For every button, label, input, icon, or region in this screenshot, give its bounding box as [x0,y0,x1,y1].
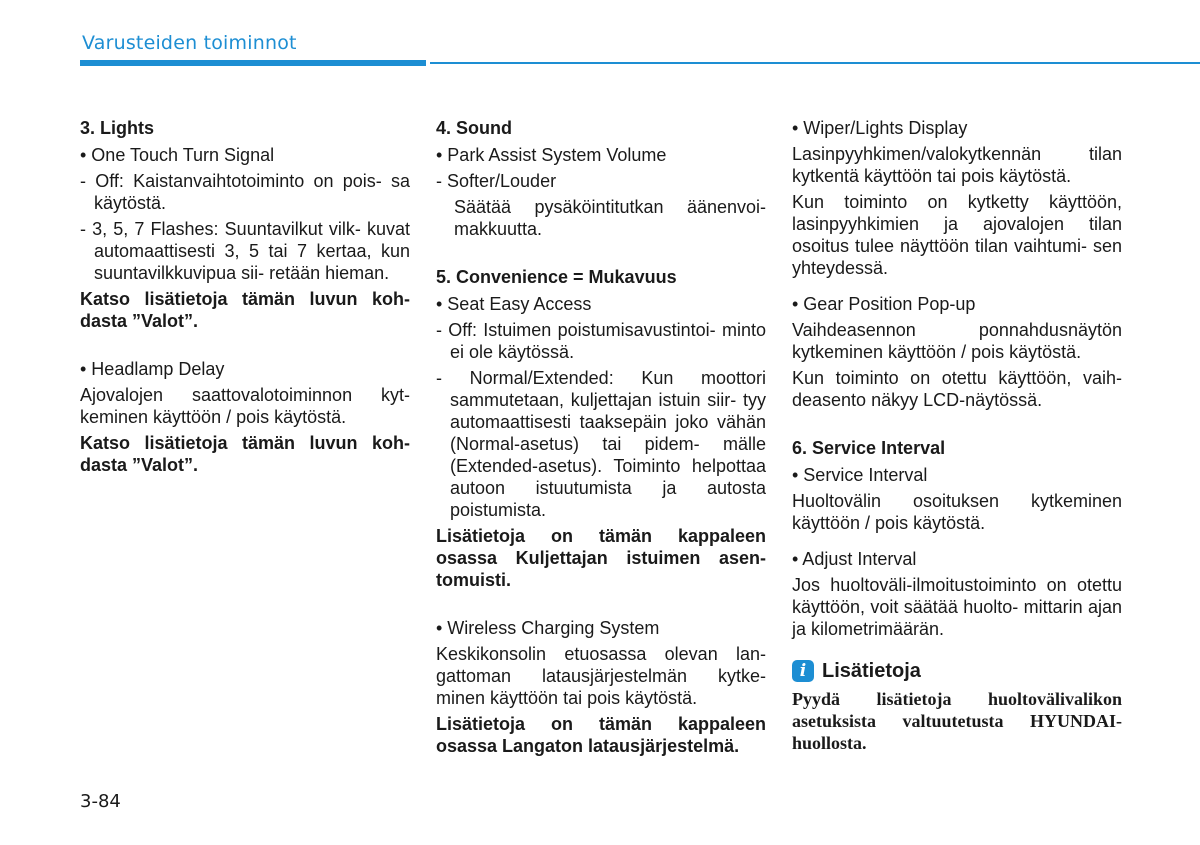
section-heading-service-interval: 6. Service Interval [792,438,946,458]
bullet-headlamp-delay: • Headlamp Delay [80,359,225,379]
paragraph: Jos huoltoväli-ilmoitustoiminto on otettu käyttöön, voit säätää huolto- mittarin ajan ja kilometrimäärän. [792,575,1122,639]
dash-item-softer-louder: - Softer/Louder [436,171,557,191]
column-3 [792,117,1122,754]
bullet-seat-easy-access: • Seat Easy Access [436,294,592,314]
info-box-title [792,660,1122,682]
reference-note: Lisätietoja on tämän kappaleen osassa Langaton latausjärjestelmä. [436,714,766,756]
bullet-park-assist-volume: • Park Assist System Volume [436,145,667,165]
reference-note: Lisätietoja on tämän kappaleen osassa Kuljettajan istuimen asen- tomuisti. [436,526,766,590]
dash-item-flashes: - 3, 5, 7 Flashes: Suuntavilkut vilk- kuvat automaattisesti 3, 5 tai 7 kertaa, kun suuntavilkkuvipua sii- retään hieman. [80,219,410,283]
header-title: Varusteiden toiminnot [82,32,297,54]
bullet-adjust-interval: • Adjust Interval [792,549,917,569]
bullet-wireless-charging: • Wireless Charging System [436,618,660,638]
reference-note: Katso lisätietoja tämän luvun koh- dasta ”Valot”. [80,433,410,475]
dash-item-off: - Off: Kaistanvaihtotoiminto on pois- sa käytöstä. [80,171,410,213]
info-box-text: Pyydä lisätietoja huoltovälivalikon asetuksista valtuutetusta HYUNDAI- huollosta. [792,689,1122,753]
dash-item-off: - Off: Istuimen poistumisavustintoi- minto ei ole käytössä. [436,320,766,362]
paragraph: Keskikonsolin etuosassa olevan lan- gattoman latausjärjestelmän kytke- minen käyttöön tai pois käytöstä. [436,644,766,708]
bullet-one-touch-turn-signal: • One Touch Turn Signal [80,145,275,165]
reference-note: Katso lisätietoja tämän luvun koh- dasta ”Valot”. [80,289,410,331]
info-icon: i [792,660,814,682]
bullet-wiper-lights-display: • Wiper/Lights Display [792,118,968,138]
column-2 [436,117,766,761]
dash-item-normal-extended: - Normal/Extended: Kun moottori sammutetaan, kuljettajan istuin siir- tyy automaattisesti taaksepäin joko vähän (Normal-asetus) tai pidem- mälle (Extended-asetus). Toiminto helpottaa autoon istuutumista ja autosta poistumista. [436,368,766,520]
paragraph: Säätää pysäköintitutkan äänenvoi- makkuutta. [454,197,766,239]
paragraph: Kun toiminto on kytketty käyttöön, lasinpyyhkimien ja ajovalojen tilan osoitus tulee näyttöön tilan vaihtumi- sen yhteydessä. [792,192,1122,278]
header-bar-thick [80,60,426,66]
bullet-service-interval: • Service Interval [792,465,928,485]
column-1 [80,117,410,480]
paragraph: Lasinpyyhkimen/valokytkennän tilan kytkentä käyttöön tai pois käytöstä. [792,144,1122,186]
paragraph: Huoltovälin osoituksen kytkeminen käyttöön / pois käytöstä. [792,491,1122,533]
section-heading-sound: 4. Sound [436,118,512,138]
info-box-label: Lisätietoja [822,660,921,682]
bullet-gear-position-popup: • Gear Position Pop-up [792,294,976,314]
section-heading-convenience: 5. Convenience = Mukavuus [436,267,677,287]
paragraph: Ajovalojen saattovalotoiminnon kyt- keminen käyttöön / pois käytöstä. [80,385,410,427]
paragraph: Kun toiminto on otettu käyttöön, vaih- deasento näkyy LCD-näytössä. [792,368,1122,410]
page-number: 3-84 [80,791,121,812]
section-heading-lights: 3. Lights [80,118,155,138]
paragraph: Vaihdeasennon ponnahdusnäytön kytkeminen käyttöön / pois käytöstä. [792,320,1122,362]
header-bar-thin [430,62,1200,64]
